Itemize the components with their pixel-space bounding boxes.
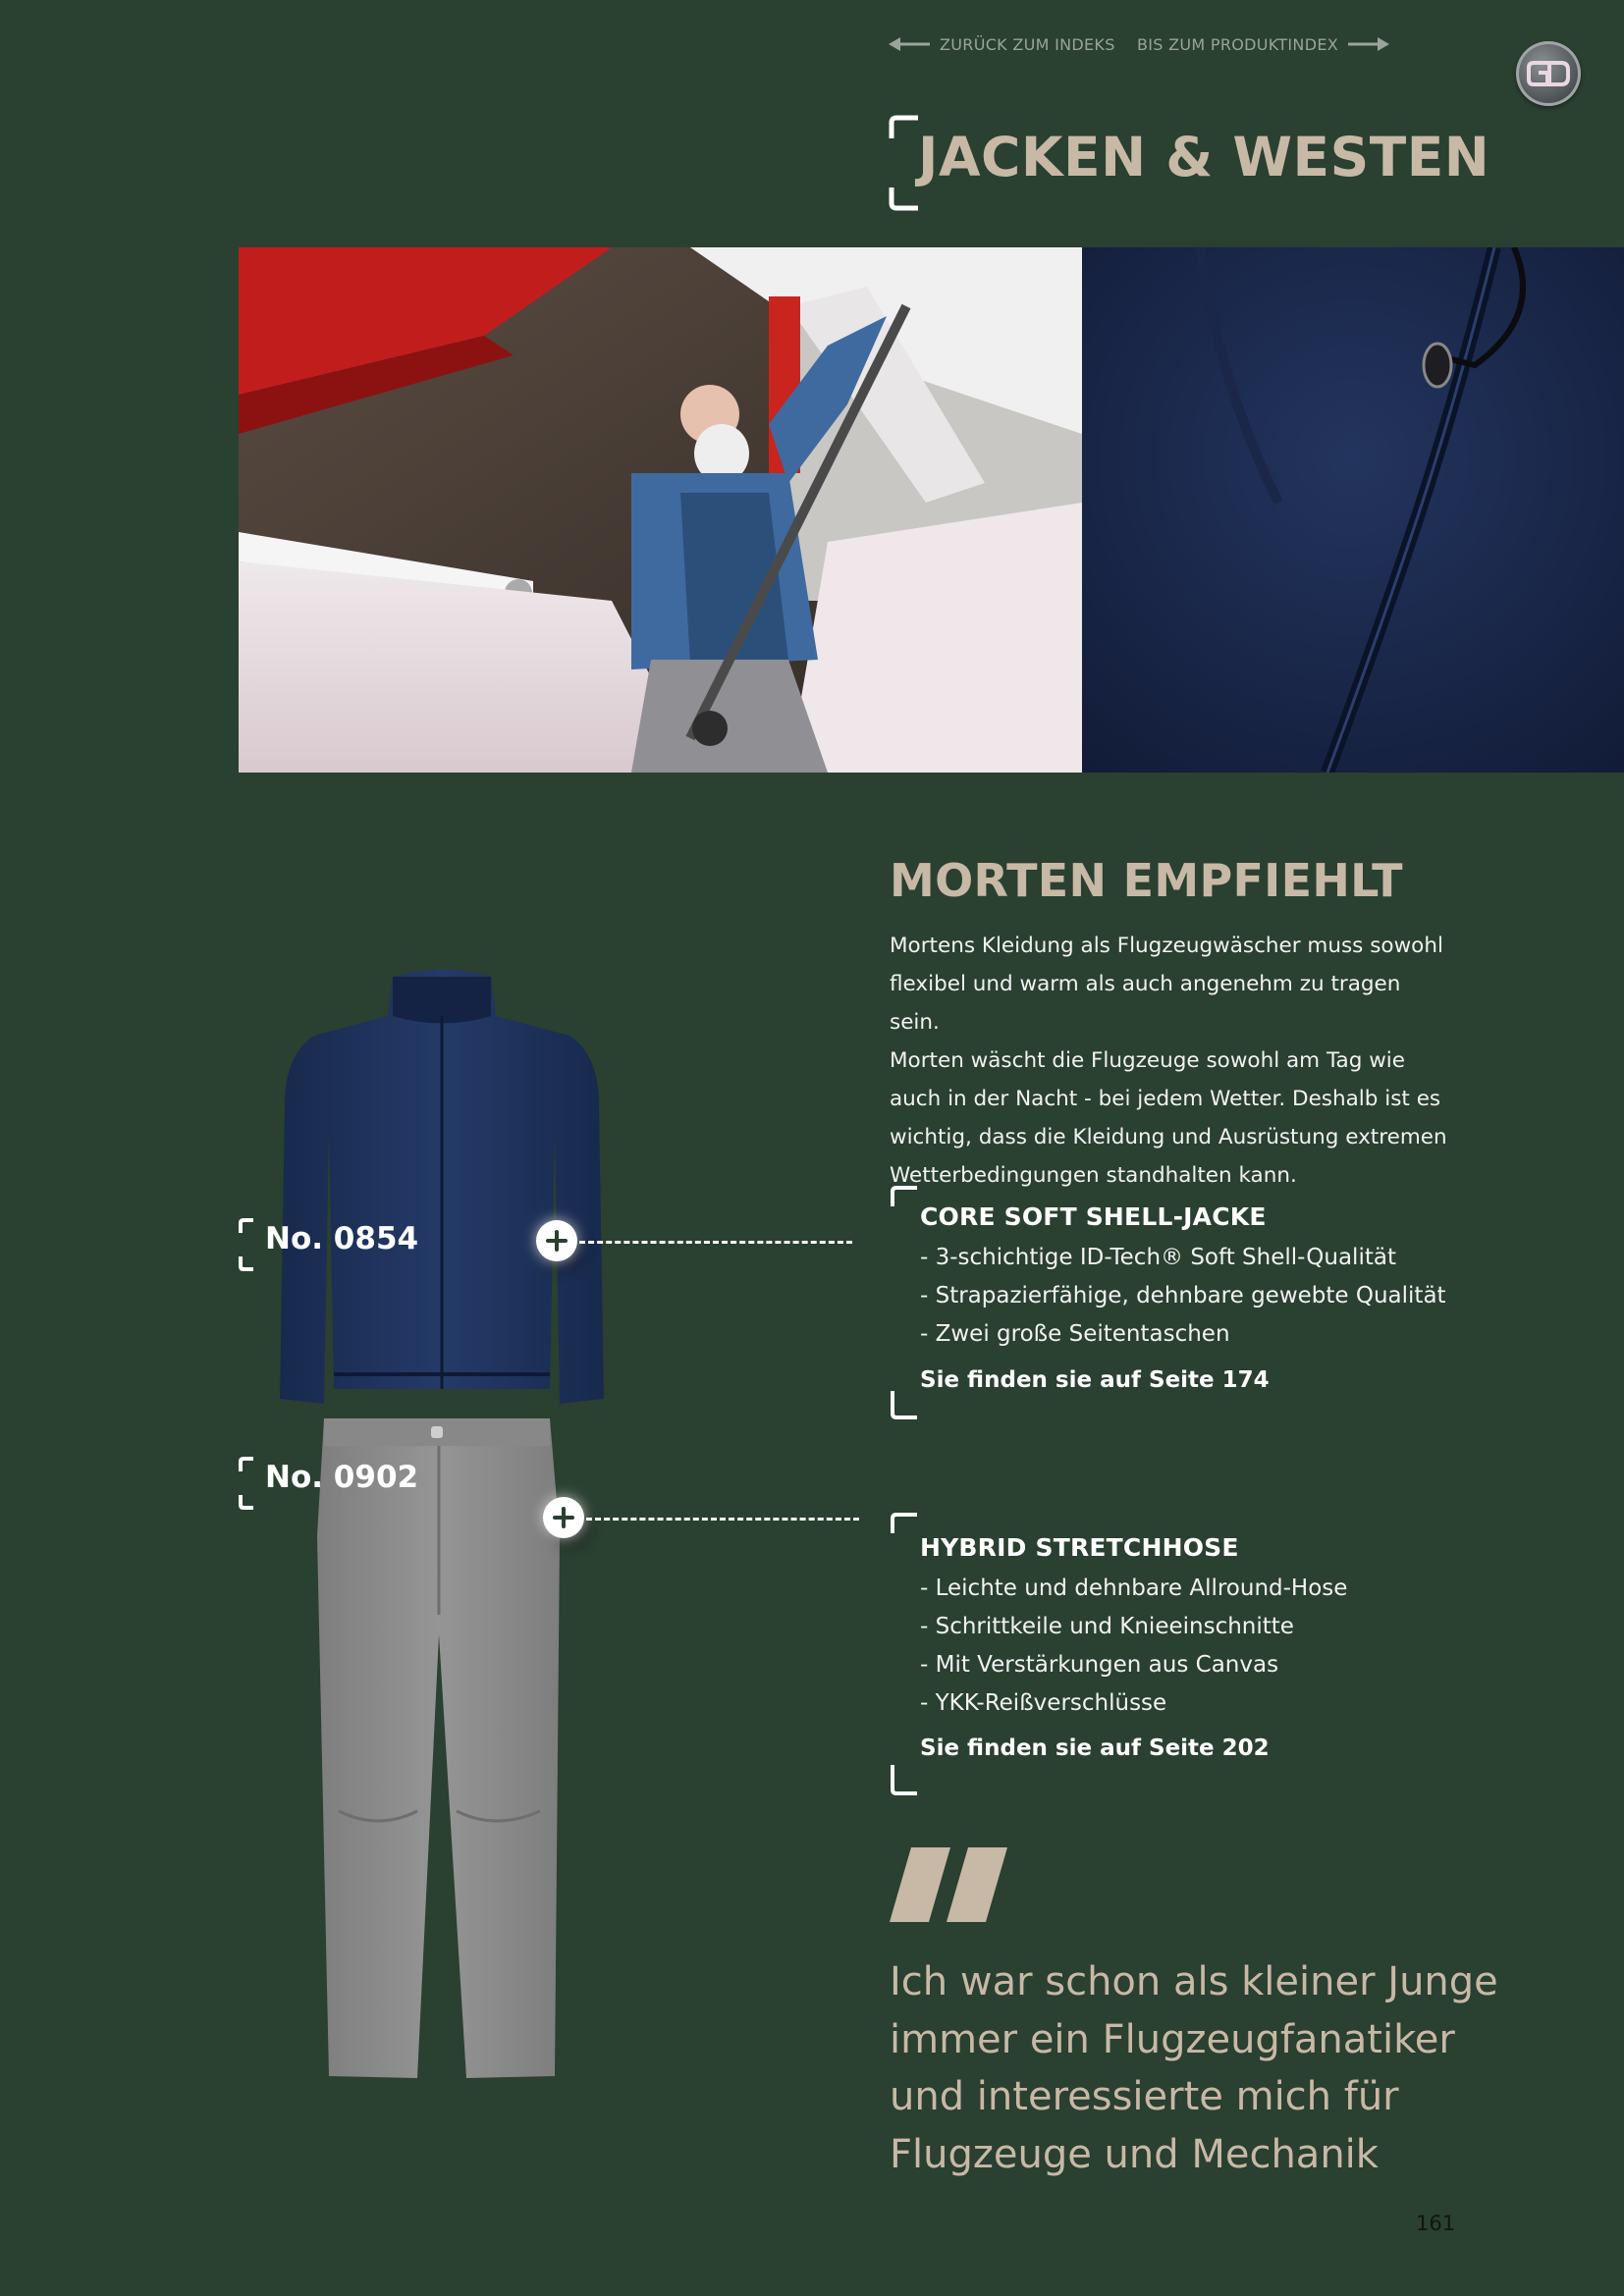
product-details — [890, 1185, 1498, 1420]
to-product-index-label: BIS ZUM PRODUKTINDEX — [1137, 34, 1338, 54]
intro-line: Morten wäscht die Flugzeuge sowohl am Tag wie — [890, 1048, 1405, 1073]
product-details — [890, 1512, 1498, 1796]
product-feature: - YKK-Reißverschlüsse — [920, 1690, 1167, 1716]
product-title: CORE SOFT SHELL-JACKE — [920, 1202, 1267, 1231]
recommendation-intro — [890, 927, 1449, 1195]
section-title: JACKEN & WESTEN — [918, 126, 1490, 188]
quote-mark-icon — [890, 1847, 1007, 1924]
back-to-index-label: ZURÜCK ZUM INDEKS — [940, 34, 1115, 54]
intro-line: auch in der Nacht - bei jedem Wetter. Deshalb ist es — [890, 1087, 1441, 1111]
quote-line: immer ein Flugzeugfanatiker — [890, 2016, 1455, 2062]
product-feature: - Strapazierfähige, dehnbare gewebte Qualität — [920, 1283, 1446, 1308]
product-feature-list — [920, 1570, 1347, 1723]
gd-logo-mark — [1526, 57, 1571, 90]
product-feature: - Schrittkeile und Knieeinschnitte — [920, 1614, 1294, 1639]
hero-photo-hangar — [239, 247, 1082, 773]
product-page-link[interactable]: Sie finden sie auf Seite 202 — [920, 1735, 1270, 1761]
jacket-product-image — [275, 957, 609, 1409]
recommendation-heading: MORTEN EMPFIEHLT — [890, 854, 1403, 907]
product-expand-button[interactable] — [536, 1220, 577, 1261]
product-number-bracket-icon — [238, 1456, 257, 1511]
gd-logo-icon[interactable] — [1516, 41, 1581, 106]
connector-line — [586, 1518, 859, 1521]
product-feature: - Leichte und dehnbare Allround-Hose — [920, 1575, 1348, 1601]
quote-text — [890, 1953, 1518, 2183]
quote-line: Ich war schon als kleiner Junge — [890, 1959, 1498, 2004]
quote-line: und interessierte mich für — [890, 2074, 1399, 2119]
product-feature: - Zwei große Seitentaschen — [920, 1321, 1230, 1347]
product-number: No. 0902 — [265, 1460, 419, 1495]
arrow-left-icon — [889, 37, 930, 51]
intro-line: wichtig, dass die Kleidung und Ausrüstung extremen — [890, 1125, 1447, 1149]
intro-line: Mortens Kleidung als Flugzeugwäscher muss sowohl — [890, 934, 1443, 958]
product-expand-button[interactable] — [543, 1497, 584, 1538]
connector-line — [579, 1241, 852, 1244]
intro-line: Wetterbedingungen standhalten kann. — [890, 1163, 1297, 1188]
product-feature: - Mit Verstärkungen aus Canvas — [920, 1652, 1279, 1678]
product-number: No. 0854 — [265, 1221, 419, 1256]
product-page-link[interactable]: Sie finden sie auf Seite 174 — [920, 1367, 1270, 1393]
page-number: 161 — [1416, 2212, 1456, 2235]
product-feature: - 3-schichtige ID-Tech® Soft Shell-Qualität — [920, 1245, 1396, 1270]
product-number-bracket-icon — [238, 1217, 257, 1272]
title-bracket-icon — [889, 115, 922, 211]
intro-line: flexibel und warm als auch angenehm zu tragen sein. — [890, 972, 1401, 1035]
product-title: HYBRID STRETCHHOSE — [920, 1533, 1239, 1562]
product-bracket-icon — [890, 1512, 919, 1796]
to-product-index-link[interactable] — [1137, 33, 1389, 55]
back-to-index-link[interactable] — [889, 33, 1115, 55]
quote-line: Flugzeuge und Mechanik — [890, 2131, 1379, 2177]
product-bracket-icon — [890, 1185, 919, 1420]
product-feature-list — [920, 1239, 1446, 1354]
pants-product-image — [309, 1418, 567, 2086]
hero-photo-jacket-detail — [1082, 247, 1624, 773]
arrow-right-icon — [1348, 37, 1389, 51]
